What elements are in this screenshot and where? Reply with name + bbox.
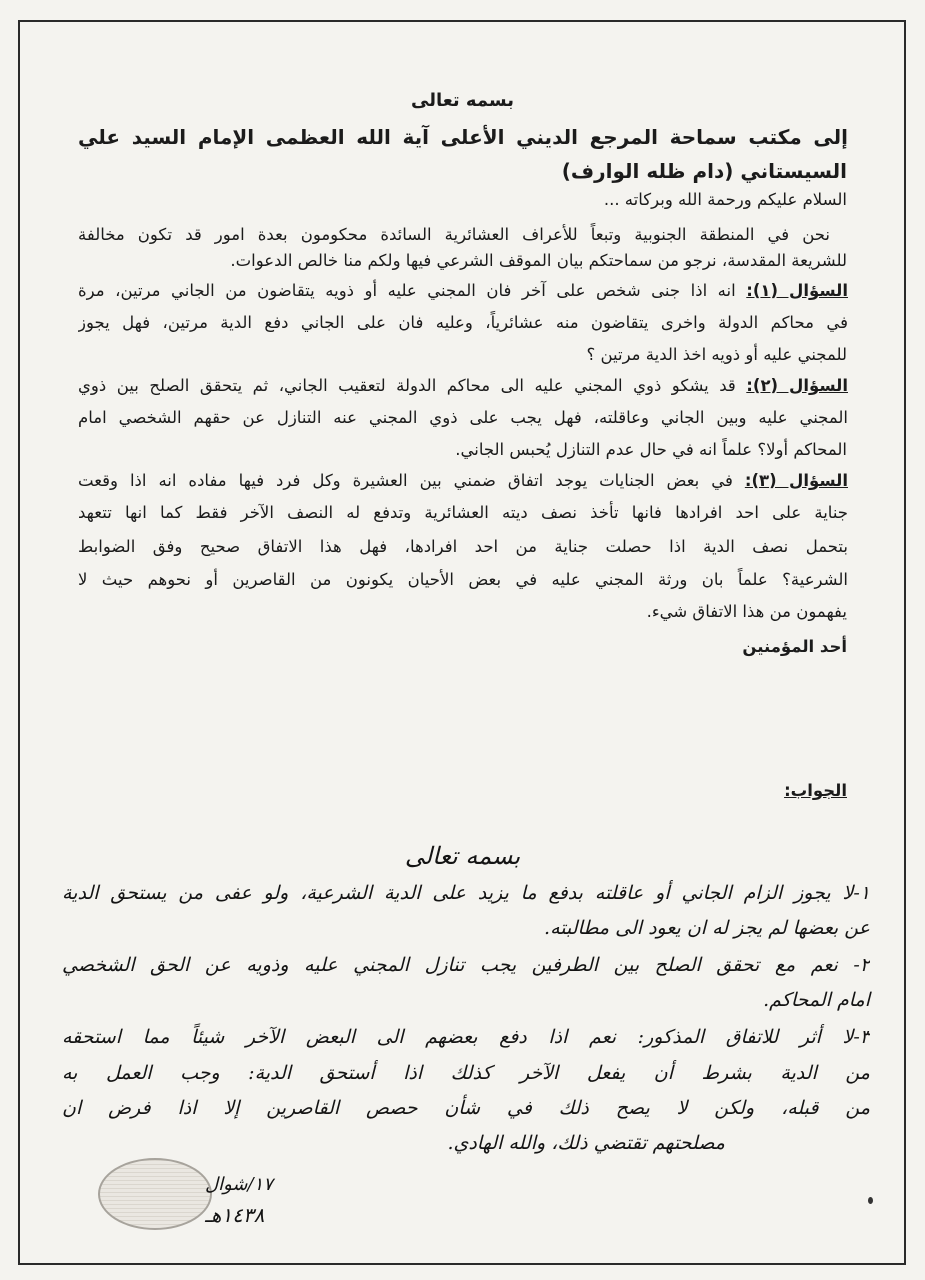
question-2-line: المجني عليه وبين الجاني وعاقلته، فهل يجب على ذوي المجني عنه التنازل عن حقهم الشخصي امام (78, 408, 848, 427)
answer-line: ٢- نعم مع تحقق الصلح بين الطرفين يجب تنازل المجني عليه وذويه عن الحق الشخصي (62, 954, 870, 976)
ink-dot (868, 1197, 873, 1204)
letter-basmala: بسمه تعالى (411, 90, 514, 111)
question-3-label: السؤال (٣): (744, 471, 848, 490)
addressee-line-2: السيستاني (دام ظله الوارف) (561, 159, 847, 183)
answer-line: ١-لا يجوز الزام الجاني أو عاقلته بدفع ما يزيد على الدية الشرعية، ولو عفى من يستحق الدية (62, 882, 870, 904)
intro-line: نحن في المنطقة الجنوبية وتبعاً للأعراف العشائرية السائدة محكومون بعدة امور قد تكون مخالفة (78, 225, 830, 244)
question-2-line: المحاكم أولا؟ علماً انه في حال عدم التنازل يُحبس الجاني. (455, 440, 847, 459)
question-1-line: للمجني عليه أو ذويه اخذ الدية مرتين ؟ (586, 345, 847, 364)
answer-heading: الجواب: (784, 781, 847, 800)
question-1-line: السؤال (١): انه اذا جنى شخص على آخر فان المجني عليه أو ذويه يتقاضون من الجاني مرتين، مرة (78, 281, 848, 300)
answer-date-year: ١٤٣٨هـ (205, 1203, 265, 1227)
question-1-label: السؤال (١): (746, 281, 848, 300)
question-3-line: يفهمون من هذا الاتفاق شيء. (646, 602, 847, 621)
addressee-line-1: إلى مكتب سماحة المرجع الديني الأعلى آية الله العظمى الإمام السيد علي (78, 125, 848, 149)
question-3-line: السؤال (٣): في بعض الجنايات يوجد اتفاق ضمني بين العشيرة وكل فرد فيها مفاده انه اذا وقعت (78, 471, 848, 490)
office-seal (98, 1158, 212, 1230)
question-3-line: جناية على احد افرادها فانها تأخذ نصف ديته العشائرية وتدفع له النصف الآخر فقط كما انها تتعهد (78, 503, 848, 522)
question-3-line: الشرعية؟ علماً بان ورثة المجني عليه في بعض الأحيان يكونون من القاصرين أو نحوهم حيث لا (78, 570, 848, 589)
question-1-line: في محاكم الدولة واخرى يتقاضون منه عشائرياً، وعليه فان على الجاني دفع الدية مرتين، فهل يجوز (78, 313, 848, 332)
question-2-line: السؤال (٢): قد يشكو ذوي المجني عليه الى محاكم الدولة لتعقيب الجاني، ثم يتحقق الصلح بين ذوي (78, 376, 848, 395)
question-3-line: بتحمل نصف الدية اذا حصلت جناية من احد افرادها، فهل هذا الاتفاق صحيح وفق الضوابط (78, 537, 848, 556)
greeting: السلام عليكم ورحمة الله وبركاته ... (603, 190, 847, 209)
answer-date-day-month: ١٧/شوال (205, 1174, 273, 1195)
answer-line: من قبله، ولكن لا يصح ذلك في شأن حصص القاصرين إلا اذا فرض ان (62, 1097, 870, 1119)
answer-line: عن بعضها لم يجز له ان يعود الى مطالبته. (544, 917, 870, 939)
letter-signature: أحد المؤمنين (742, 637, 847, 656)
answer-basmala: بسمه تعالى (404, 842, 521, 870)
question-2-label: السؤال (٢): (746, 376, 848, 395)
answer-line: امام المحاكم. (763, 989, 870, 1011)
intro-line: للشريعة المقدسة، نرجو من سماحتكم بيان الموقف الشرعي فيها ولكم منا خالص الدعوات. (230, 251, 847, 270)
answer-line: مصلحتهم تقتضي ذلك، والله الهادي. (447, 1132, 725, 1154)
answer-line: من الدية بشرط أن يفعل الآخر كذلك اذا أستحق الدية: وجب العمل به (62, 1062, 870, 1084)
answer-line: ٣-لا أثر للاتفاق المذكور: نعم اذا دفع بعضهم الى البعض الآخر شيئاً مما استحقه (62, 1026, 870, 1048)
